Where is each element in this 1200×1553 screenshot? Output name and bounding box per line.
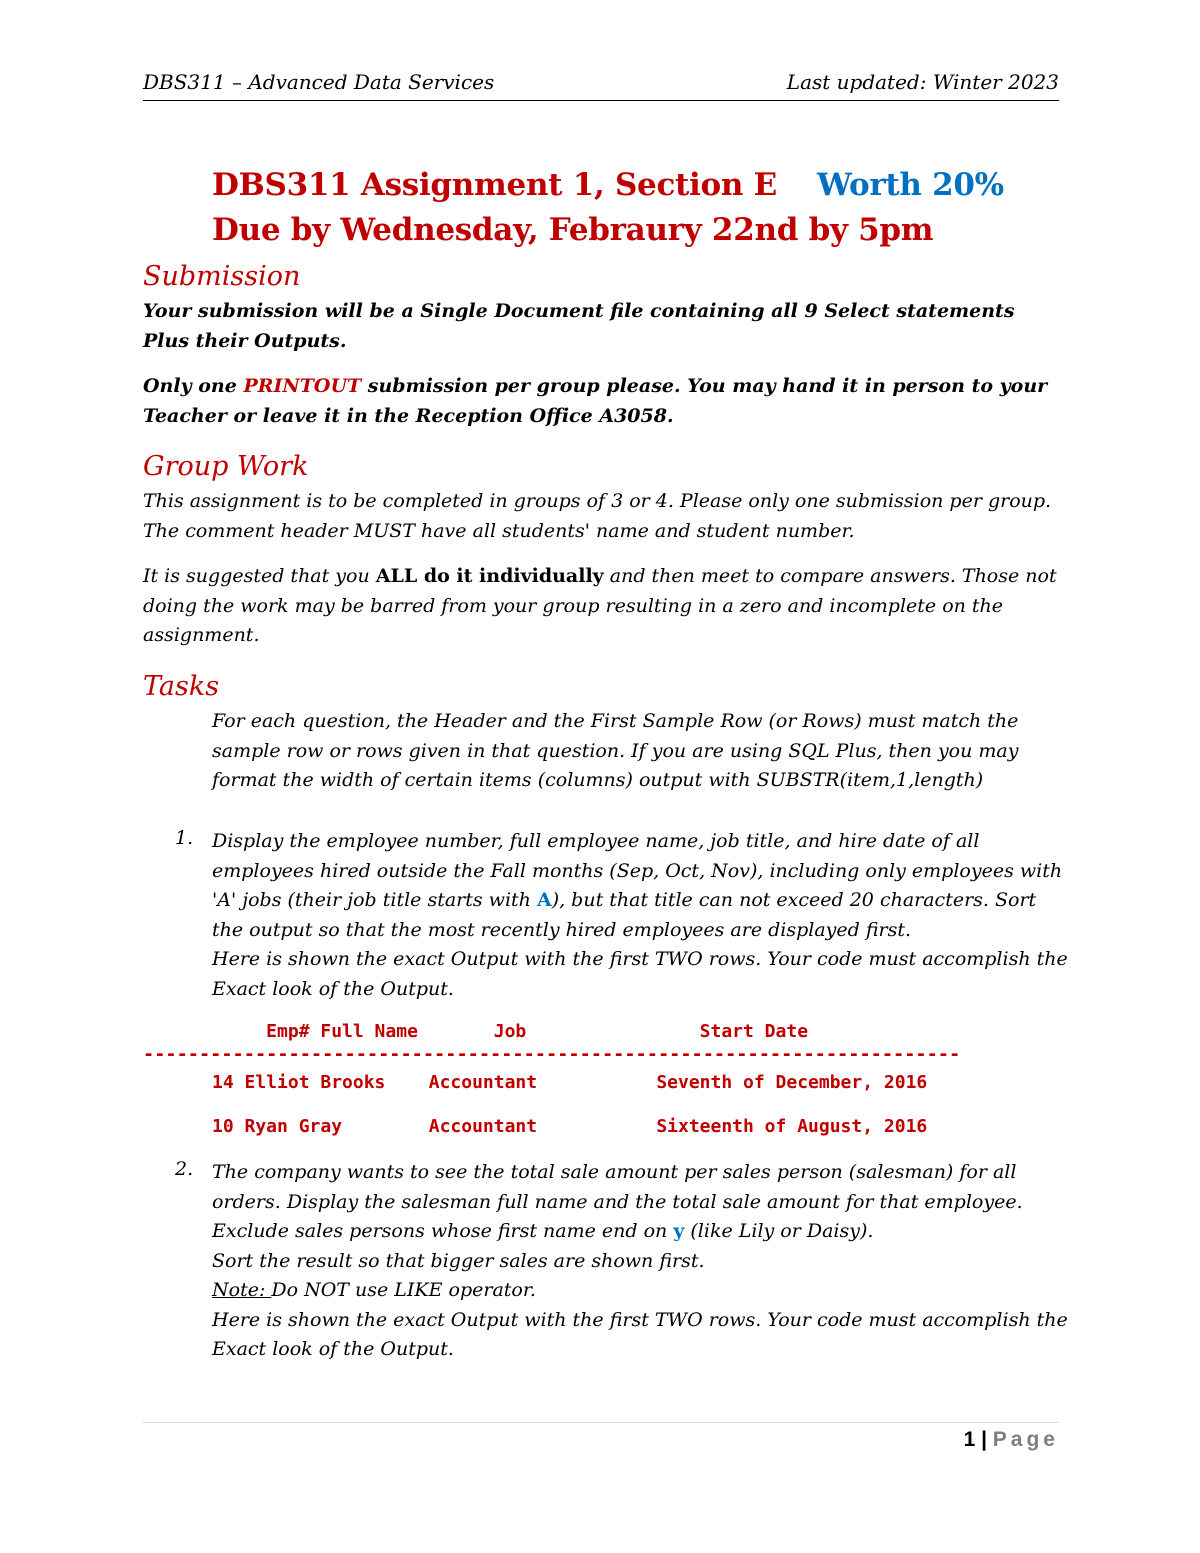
submission-heading: Submission xyxy=(143,261,301,292)
output-1-divider: ------------------------------------------------------------------------- xyxy=(143,1044,961,1065)
highlight-letter: A xyxy=(536,889,552,911)
page-label: Page xyxy=(992,1428,1059,1451)
group-work-paragraph-1: This assignment is to be completed in groups of 3 or 4. Please only one submission per group. The comment header MUST have all students' name and student number. xyxy=(143,490,1052,542)
assignment-title xyxy=(212,167,1004,203)
page-footer xyxy=(964,1428,1059,1452)
output-1-header: Emp# Full Name Job Start Date xyxy=(212,1021,809,1042)
tasks-intro: For each question, the Header and the First Sample Row (or Rows) must match the sample row or rows given in that question. If you are using SQL Plus, then you may format the width of certain items (columns) output with SUBSTR(item,1,length) xyxy=(212,710,1019,791)
submission-paragraph-1: Your submission will be a Single Document file containing all 9 Select statements Plus their Outputs. xyxy=(143,300,1015,352)
all-keyword: ALL xyxy=(375,565,418,587)
text-span: It is suggested that you xyxy=(143,565,376,587)
output-1-row: 10 Ryan Gray Accountant Sixteenth of August, 2016 xyxy=(212,1116,928,1137)
question-1-number: 1. xyxy=(175,827,194,849)
submission-paragraph-2 xyxy=(143,372,1063,431)
text-span: Here is shown the exact Output with the first TWO rows. Your code must accomplish the Exact look of the Output. xyxy=(212,948,1068,1000)
highlight-letter: y xyxy=(673,1220,685,1242)
text-span: (like Lily or Daisy). xyxy=(684,1220,874,1242)
note-label: Note: xyxy=(212,1279,272,1301)
printout-keyword: PRINTOUT xyxy=(243,375,362,397)
title-text: DBS311 Assignment 1, Section E xyxy=(212,167,777,203)
individually-keyword: do it individually xyxy=(417,565,604,587)
page-number: 1 xyxy=(963,1428,976,1451)
last-updated: Last updated: Winter 2023 xyxy=(786,70,1059,94)
question-1-text xyxy=(212,827,1072,1004)
text-span: Sort the result so that bigger sales are shown first. xyxy=(212,1249,705,1272)
course-name: DBS311 – Advanced Data Services xyxy=(143,70,495,94)
question-2-number: 2. xyxy=(175,1158,194,1180)
text-span: Do NOT use LIKE operator. xyxy=(271,1279,536,1301)
text-span: Only one xyxy=(143,375,244,397)
text-span: Display the employee number, full employee name, job title, and hire date of all employees hired outside the Fall months (Sep, Oct, Nov), including only employees with 'A' jobs (their job title starts with xyxy=(212,830,1063,911)
footer-divider xyxy=(143,1422,1059,1423)
text-span: The company wants to see the total sale amount per sales person (salesman) for all orders. Display the salesman full name and the total sale amount for that employee. Exclude sales persons whose first name end on xyxy=(212,1161,1023,1242)
group-work-paragraph-2 xyxy=(143,562,1063,651)
group-work-heading: Group Work xyxy=(143,451,309,482)
text-span: and then meet to compare answers. Those not doing the work may be barred from your group resulting in a zero and incomplete on the assignment. xyxy=(143,565,1057,646)
output-1-row: 14 Elliot Brooks Accountant Seventh of December, 2016 xyxy=(212,1072,928,1093)
question-2-text xyxy=(212,1158,1072,1365)
text-span: Here is shown the exact Output with the first TWO rows. Your code must accomplish the Exact look of the Output. xyxy=(212,1308,1068,1360)
page-header xyxy=(143,70,1059,101)
text-span: submission per group please. You may hand it in person to your Teacher or leave it in the Reception Office A3058. xyxy=(143,375,1048,427)
footer-separator: | xyxy=(975,1428,993,1451)
text-span: ), but that title can not exceed 20 characters. Sort the output so that the most recently hired employees are displayed first. xyxy=(212,889,1037,941)
worth-label: Worth 20% xyxy=(816,167,1004,203)
due-date-title: Due by Wednesday, Febraury 22nd by 5pm xyxy=(212,212,934,248)
tasks-heading: Tasks xyxy=(143,671,220,702)
